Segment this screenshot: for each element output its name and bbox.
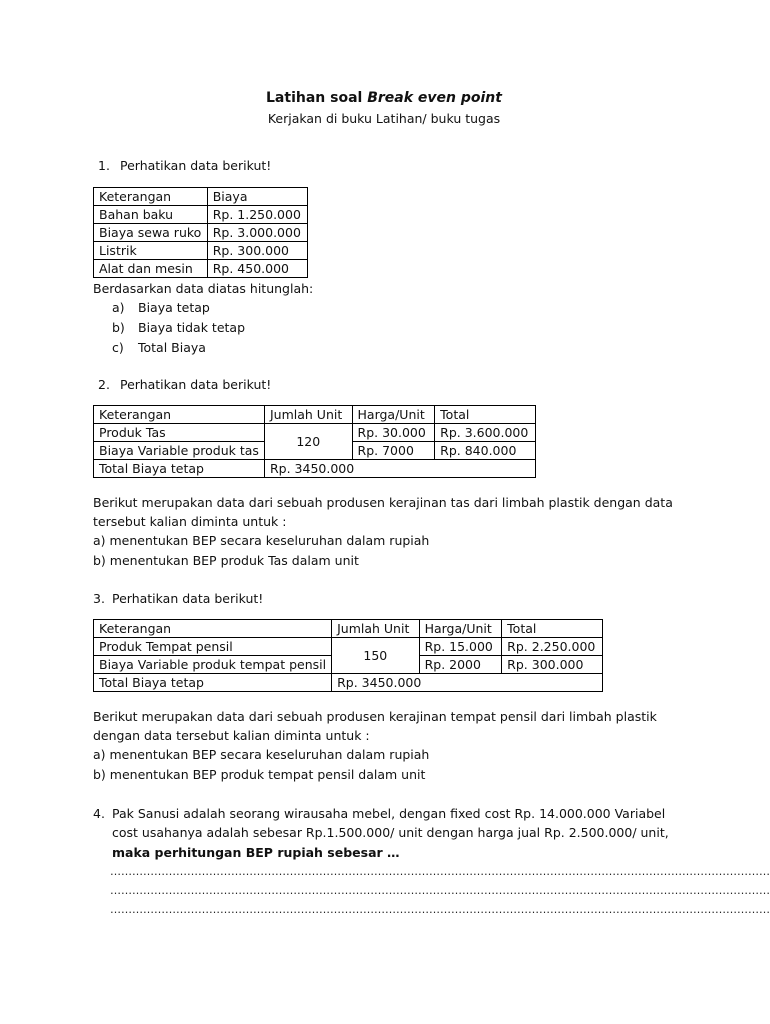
table-cell: Rp. 300.000: [207, 242, 307, 260]
table-cell: Alat dan mesin: [94, 260, 208, 278]
table-cell: Listrik: [94, 242, 208, 260]
table-cell: Rp. 840.000: [435, 442, 536, 460]
column-header: Total: [435, 406, 536, 424]
column-header: Keterangan: [94, 188, 208, 206]
table-cell: Rp. 15.000: [419, 638, 502, 656]
table-row: [94, 206, 308, 224]
q2-table: [93, 405, 536, 478]
q4-question: maka perhitungan BEP rupiah sebesar …: [112, 845, 400, 860]
table-cell: Total Biaya tetap: [94, 674, 332, 692]
answer-line: ………………………………………………………………………………………………………………………………………………………………: [110, 884, 770, 897]
column-header: Biaya: [207, 188, 307, 206]
table-row: [94, 674, 603, 692]
table-cell: Bahan baku: [94, 206, 208, 224]
table-row: [94, 242, 308, 260]
table-cell: Produk Tempat pensil: [94, 638, 332, 656]
q2-paragraph-line: Berikut merupakan data dari sebuah produsen kerajinan tas dari limbah plastik dengan data: [93, 495, 673, 510]
list-marker: a): [112, 300, 125, 315]
q3-paragraph-line: Berikut merupakan data dari sebuah produsen kerajinan tempat pensil dari limbah plastik: [93, 709, 657, 724]
table-row: [94, 260, 308, 278]
q3-task-a: a) menentukan BEP secara keseluruhan dalam rupiah: [93, 747, 430, 762]
column-header: Harga/Unit: [419, 620, 502, 638]
q4-number: 4.: [93, 806, 105, 821]
q3-number: 3.: [93, 591, 105, 606]
table-cell-merged: 150: [332, 638, 419, 674]
table-cell: Rp. 3.600.000: [435, 424, 536, 442]
q2-prompt: Perhatikan data berikut!: [120, 377, 272, 392]
table-cell: Total Biaya tetap: [94, 460, 265, 478]
q1-prompt: Perhatikan data berikut!: [120, 158, 272, 173]
table-header-row: [94, 406, 536, 424]
table-cell: Biaya Variable produk tempat pensil: [94, 656, 332, 674]
answer-line: ………………………………………………………………………………………………………………………………………………………………: [110, 903, 770, 916]
column-header: Keterangan: [94, 620, 332, 638]
table-header-row: [94, 620, 603, 638]
q1-table: [93, 187, 308, 278]
list-marker: b): [112, 320, 125, 335]
document-subtitle: Kerjakan di buku Latihan/ buku tugas: [267, 111, 501, 126]
list-item: Biaya tidak tetap: [138, 320, 246, 335]
table-cell-merged: Rp. 3450.000: [264, 460, 535, 478]
title-text: Latihan soal: [266, 90, 368, 106]
table-cell-merged: Rp. 3450.000: [332, 674, 603, 692]
table-cell: Biaya sewa ruko: [94, 224, 208, 242]
q3-paragraph-line: dengan data tersebut kalian diminta untuk :: [93, 728, 370, 743]
q1-number: 1.: [98, 158, 110, 173]
q2-paragraph-line: tersebut kalian diminta untuk :: [93, 514, 287, 529]
table-cell: Biaya Variable produk tas: [94, 442, 265, 460]
q3-prompt: Perhatikan data berikut!: [112, 591, 264, 606]
table-cell: Rp. 450.000: [207, 260, 307, 278]
q1-instruction: Berdasarkan data diatas hitunglah:: [93, 281, 314, 296]
table-row: [94, 224, 308, 242]
table-cell: Rp. 1.250.000: [207, 206, 307, 224]
q3-table: [93, 619, 603, 692]
column-header: Keterangan: [94, 406, 265, 424]
title-italic-text: Break even point: [367, 90, 502, 106]
q3-task-b: b) menentukan BEP produk tempat pensil dalam unit: [93, 767, 426, 782]
document-title: [0, 90, 768, 106]
column-header: Harga/Unit: [352, 406, 435, 424]
q4-line: Pak Sanusi adalah seorang wirausaha mebel, dengan fixed cost Rp. 14.000.000 Variabel: [112, 806, 666, 821]
table-row: [94, 424, 536, 442]
table-cell: Rp. 300.000: [502, 656, 603, 674]
list-item: Total Biaya: [138, 340, 206, 355]
table-cell: Rp. 2000: [419, 656, 502, 674]
q2-task-a: a) menentukan BEP secara keseluruhan dalam rupiah: [93, 533, 430, 548]
q2-task-b: b) menentukan BEP produk Tas dalam unit: [93, 553, 359, 568]
table-row: [94, 460, 536, 478]
list-marker: c): [112, 340, 124, 355]
answer-line: ………………………………………………………………………………………………………………………………………………………………: [110, 865, 770, 878]
table-row: [94, 638, 603, 656]
table-cell: Rp. 2.250.000: [502, 638, 603, 656]
table-header-row: [94, 188, 308, 206]
list-item: Biaya tetap: [138, 300, 210, 315]
table-cell-merged: 120: [264, 424, 352, 460]
table-cell: Rp. 7000: [352, 442, 435, 460]
q2-number: 2.: [98, 377, 110, 392]
table-cell: Produk Tas: [94, 424, 265, 442]
column-header: Jumlah Unit: [332, 620, 419, 638]
q4-line: cost usahanya adalah sebesar Rp.1.500.000/ unit dengan harga jual Rp. 2.500.000/ unit,: [112, 825, 669, 840]
table-cell: Rp. 30.000: [352, 424, 435, 442]
column-header: Jumlah Unit: [264, 406, 352, 424]
table-cell: Rp. 3.000.000: [207, 224, 307, 242]
column-header: Total: [502, 620, 603, 638]
